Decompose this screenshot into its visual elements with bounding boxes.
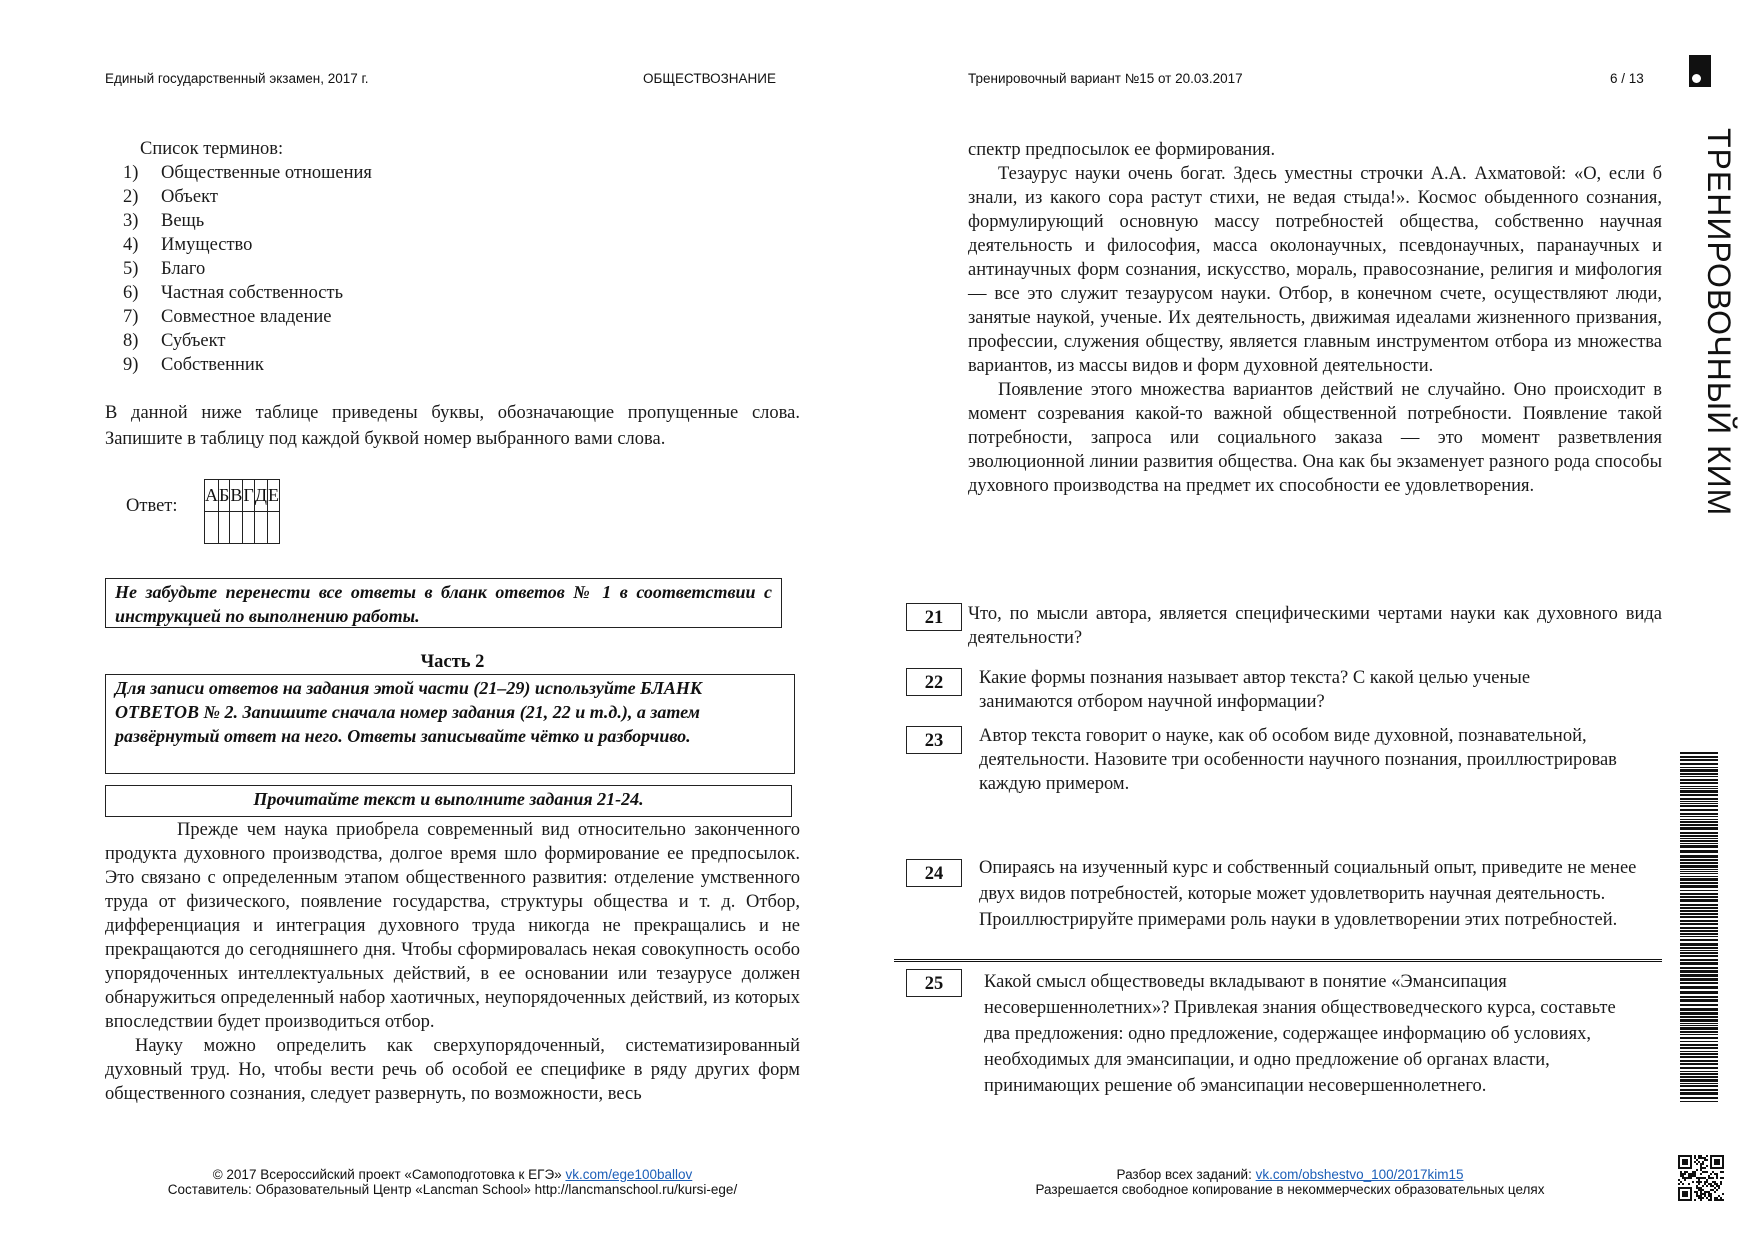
term-text: Субъект xyxy=(161,331,226,351)
term-item xyxy=(123,329,443,353)
term-item xyxy=(123,185,443,209)
question-text-22: Какие формы познания называет автор текста? С какой целью ученые занимаются отбором научной информации? xyxy=(979,668,1531,712)
term-number: 8) xyxy=(123,331,139,351)
text-right-p2: Появление этого множества вариантов действий не случайно. Оно происходит в момент созревания какой-то важной общественной потребности. Появление такой потребности, запроса или социального заказа — это момент разветвления эволюционной линии развития общества. Она как бы экзаменует разного рода способы духовного производства на предмет их способности ее удовлетворения. xyxy=(968,380,1662,496)
barcode-icon xyxy=(1680,752,1718,1102)
side-label: ТРЕНИРОВОЧНЫЙ КИМ xyxy=(1701,128,1737,517)
header-subject: ОБЩЕСТВОЗНАНИЕ xyxy=(643,71,776,86)
corner-marker-icon xyxy=(1689,55,1711,87)
answer-letter: В xyxy=(230,480,243,512)
text-right-p1: Тезаурус науки очень богат. Здесь уместны строчки А.А. Ахматовой: «О, если б знали, из какого сора растут стихи, не ведая стыда!». Космос обыденного сознания, формулирующий основную массу потребностей общества, собственно научная деятельность и философия, масса околонаучных, псевдонаучных, паранаучных и антинаучных форм сознания, искусство, мораль, правосознание, религия и мифология — все это служит тезаурусом науки. Отбор, в конечном счете, осуществляют люди, занятые наукой, ученые. Их деятельность, движимая идеалами жизненного призвания, профессии, служения обществу, является главным инструментом отбора из множества вариантов, из массы видов и форм духовной деятельности. xyxy=(968,164,1662,376)
term-number: 2) xyxy=(123,187,139,207)
part2-instruction-box xyxy=(105,674,795,774)
answer-cell[interactable] xyxy=(219,512,230,544)
term-item xyxy=(123,209,443,233)
term-item xyxy=(123,161,443,185)
read-task-box xyxy=(105,785,792,817)
answer-cell[interactable] xyxy=(243,512,254,544)
text-right-continuation: спектр предпосылок ее формирования. xyxy=(968,140,1276,160)
answer-label: Ответ: xyxy=(126,496,178,516)
term-item xyxy=(123,353,443,377)
reminder-box xyxy=(105,578,782,628)
term-number: 9) xyxy=(123,355,139,375)
term-text: Совместное владение xyxy=(161,307,332,327)
footer-review-link[interactable]: vk.com/obshestvo_100/2017kim15 xyxy=(1255,1167,1464,1182)
term-number: 1) xyxy=(123,163,139,183)
term-item xyxy=(123,281,443,305)
answer-letter: Е xyxy=(268,480,280,512)
term-text: Имущество xyxy=(161,235,253,255)
term-text: Благо xyxy=(161,259,206,279)
term-text: Вещь xyxy=(161,211,205,231)
table-instruction: В данной ниже таблице приведены буквы, обозначающие пропущенные слова. Запишите в таблицу под каждой буквой номер выбранного вами слова. xyxy=(105,403,800,449)
question-number-22: 22 xyxy=(906,668,962,696)
answer-letter: А xyxy=(205,480,219,512)
question-number-23: 23 xyxy=(906,726,962,754)
answer-cell[interactable] xyxy=(268,512,280,544)
answer-cell[interactable] xyxy=(205,512,219,544)
answer-letter: Г xyxy=(243,480,254,512)
answer-cell[interactable] xyxy=(230,512,243,544)
part2-instruction: Для записи ответов на задания этой части (21–29) используйте БЛАНК ОТВЕТОВ № 2. Запишите сначала номер задания (21, 22 и т.д.), а затем развёрнутый ответ на него. Ответы записывайте чётко и разборчиво. xyxy=(115,678,703,746)
term-text: Частная собственность xyxy=(161,283,344,303)
terms-title: Список терминов: xyxy=(140,139,284,159)
divider xyxy=(894,959,1662,962)
header-variant: Тренировочный вариант №15 от 20.03.2017 xyxy=(968,71,1243,86)
footer-vk-link[interactable]: vk.com/ege100ballov xyxy=(565,1167,693,1182)
question-text-23: Автор текста говорит о науке, как об особом виде духовной, познавательной, деятельности. Назовите три особенности научного познания, проиллюстрировав каждую примером. xyxy=(979,726,1617,794)
term-item xyxy=(123,305,443,329)
footer-right xyxy=(1010,1167,1570,1197)
term-number: 5) xyxy=(123,259,139,279)
term-item xyxy=(123,257,443,281)
text-left-p2: Науку можно определить как сверхупорядоченный, систематизированный духовный труд. Но, чтобы вести речь об особой ее специфике в ряду других форм общественного сознания, следует развернуть, по возможности, весь xyxy=(105,1036,800,1104)
term-number: 3) xyxy=(123,211,139,231)
term-text: Собственник xyxy=(161,355,264,375)
question-number-24: 24 xyxy=(906,859,962,887)
text-right xyxy=(968,138,1662,498)
footer-left xyxy=(105,1167,800,1197)
qr-code-icon xyxy=(1678,1155,1724,1201)
question-text-24: Опираясь на изученный курс и собственный социальный опыт, приведите не менее двух видов потребностей, которые может удовлетворить научная деятельность. Проиллюстрируйте примерами роль науки в удовлетворении этих потребностей. xyxy=(979,858,1637,930)
answer-cell[interactable] xyxy=(254,512,267,544)
question-text-25: Какой смысл обществоведы вкладывают в понятие «Эмансипация несовершеннолетних»? Привлекая знания обществоведческого курса, составьте два предложения: одно предложение, содержащее информацию об условиях, необходимых для эмансипации, и одно предложение об органах власти, принимающих решение об эмансипации несовершеннолетнего. xyxy=(984,972,1616,1096)
terms-list xyxy=(123,137,443,377)
part2-title: Часть 2 xyxy=(420,652,485,672)
read-task: Прочитайте текст и выполните задания 21-24. xyxy=(253,789,644,809)
term-text: Общественные отношения xyxy=(161,163,372,183)
text-left-p1: Прежде чем наука приобрела современный вид относительно законченного продукта духовного производства, долгое время шло формирование ее предпосылок. Это связано с определенным этапом общественного развития: отделение умственного труда от физического, появление государства, структуры общества и т. д. Отбор, дифференциация и интеграция духовного труда никогда не прекращались и не прекращаются до сегодняшнего дня. Чтобы сформировалась некая совокупность особо упорядоченных интеллектуальных действий, в ее основании или тезаурусе должен обнаружиться определенный набор хаотичных, неупорядоченных действий, из которых впоследствии будет производиться отбор. xyxy=(105,820,800,1032)
header-exam-title: Единый государственный экзамен, 2017 г. xyxy=(105,71,369,86)
question-number-25: 25 xyxy=(906,969,962,997)
footer-author: Составитель: Образовательный Центр «Lancman School» http://lancmanschool.ru/kursi-ege/ xyxy=(167,1182,738,1197)
term-number: 4) xyxy=(123,235,139,255)
page-number: 6 / 13 xyxy=(1610,71,1644,86)
term-number: 6) xyxy=(123,283,139,303)
reminder-text: Не забудьте перенести все ответы в бланк ответов № 1 в соответствии с инструкцией по выполнению работы. xyxy=(115,582,772,626)
term-text: Объект xyxy=(161,187,218,207)
answer-letter: Д xyxy=(254,480,267,512)
footer-project: © 2017 Всероссийский проект «Самоподготовка к ЕГЭ» xyxy=(212,1167,562,1182)
question-text-21: Что, по мысли автора, является специфическими чертами науки как духовного вида деятельности? xyxy=(968,604,1662,648)
answer-letter: Б xyxy=(219,480,230,512)
answer-table xyxy=(204,479,280,544)
question-number-21: 21 xyxy=(906,603,962,631)
text-left xyxy=(105,818,800,1106)
term-number: 7) xyxy=(123,307,139,327)
term-item xyxy=(123,233,443,257)
footer-review-label: Разбор всех заданий: xyxy=(1116,1167,1252,1182)
footer-copy-note: Разрешается свободное копирование в некоммерческих образовательных целях xyxy=(1035,1182,1545,1197)
